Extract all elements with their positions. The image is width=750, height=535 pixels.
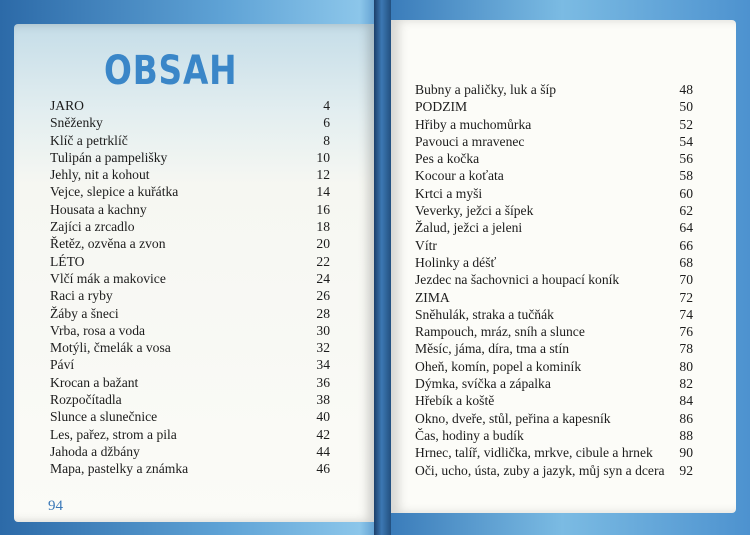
toc-entry [415, 82, 693, 99]
toc-entry [50, 98, 330, 115]
toc-entry-page: 70 [679, 272, 693, 288]
toc-entry-page: 24 [316, 270, 330, 286]
toc-entry-page: 4 [323, 98, 330, 113]
toc-entry-title: Vlčí mák a makovice [50, 270, 166, 286]
toc-entry-title: Okno, dveře, stůl, peřina a kapesník [415, 410, 611, 426]
toc-entry-title: LÉTO [50, 253, 85, 269]
toc-entry-page: 76 [679, 324, 693, 340]
toc-entry-title: Řetěz, ozvěna a zvon [50, 236, 166, 252]
toc-entry-page: 88 [679, 427, 693, 443]
toc-entry-title: Sněhulák, straka a tučňák [415, 306, 554, 322]
toc-entry-page: 36 [316, 374, 330, 390]
toc-entry-title: Dýmka, svíčka a zápalka [415, 376, 551, 392]
toc-entry [50, 306, 330, 323]
toc-entry-page: 56 [679, 151, 693, 167]
toc-entry-title: Les, pařez, strom a pila [50, 426, 177, 442]
toc-entry-page: 14 [316, 184, 330, 200]
toc-entry [415, 393, 693, 410]
toc-entry [50, 202, 330, 219]
toc-entry-title: Páví [50, 357, 75, 373]
toc-entry-title: Pes a kočka [415, 151, 480, 167]
toc-entry [50, 392, 330, 409]
toc-entry-title: Krocan a bažant [50, 374, 139, 390]
toc-entry-title: Jezdec na šachovnici a houpací koník [415, 272, 620, 288]
toc-entry [50, 184, 330, 201]
toc-entry [415, 134, 693, 151]
toc-entry [50, 115, 330, 132]
toc-entry-title: Pavouci a mravenec [415, 133, 525, 149]
toc-entry-title: Vejce, slepice a kuřátka [50, 184, 179, 200]
toc-entry-page: 40 [316, 409, 330, 425]
toc-entry-title: Krtci a myši [415, 185, 483, 201]
toc-entry-title: Zajíci a zrcadlo [50, 219, 135, 235]
toc-entry [415, 272, 693, 289]
toc-entry-page: 30 [316, 322, 330, 338]
toc-entry [50, 409, 330, 426]
toc-entry-title: Mapa, pastelky a známka [50, 461, 189, 477]
toc-entry-page: 12 [316, 167, 330, 183]
toc-entry-page: 6 [323, 115, 330, 131]
toc-entry-page: 42 [316, 426, 330, 442]
toc-entry [415, 99, 693, 116]
toc-entry-page: 32 [316, 340, 330, 356]
toc-entry [415, 168, 693, 185]
toc-entry [50, 288, 330, 305]
toc-entry-title: Hřiby a muchomůrka [415, 116, 532, 132]
toc-entry-page: 46 [316, 461, 330, 477]
toc-entry [415, 255, 693, 272]
book-gutter [374, 0, 391, 535]
toc-entry-page: 90 [679, 445, 693, 461]
toc-entry-title: Sněženky [50, 115, 103, 131]
toc-entry-page: 10 [316, 149, 330, 165]
toc-entry [415, 117, 693, 134]
toc-entry [415, 376, 693, 393]
toc-entry-title: Vrba, rosa a voda [50, 322, 146, 338]
toc-entry-title: Veverky, ježci a šípek [415, 203, 534, 219]
toc-entry-title: Kocour a koťata [415, 168, 504, 184]
toc-entry [50, 254, 330, 271]
toc-left-column [50, 98, 330, 479]
toc-entry-page: 72 [679, 289, 693, 305]
toc-entry [415, 411, 693, 428]
toc-entry-title: Klíč a petrklíč [50, 132, 128, 148]
toc-entry [415, 203, 693, 220]
toc-entry-page: 54 [679, 133, 693, 149]
toc-entry-title: Hřebík a koště [415, 393, 495, 409]
toc-entry [415, 186, 693, 203]
toc-entry [50, 323, 330, 340]
toc-entry-page: 52 [679, 116, 693, 132]
toc-entry-page: 50 [679, 99, 693, 115]
toc-entry-page: 16 [316, 201, 330, 217]
toc-entry-title: Raci a ryby [50, 288, 113, 304]
toc-entry [415, 307, 693, 324]
toc-entry-title: Rozpočítadla [50, 392, 122, 408]
toc-entry-page: 48 [679, 82, 693, 97]
toc-entry [415, 463, 693, 480]
toc-entry [50, 133, 330, 150]
toc-entry-page: 80 [679, 358, 693, 374]
toc-entry-page: 68 [679, 254, 693, 270]
toc-entry-title: Holinky a déšť [415, 254, 497, 270]
toc-entry-title: Jahoda a džbány [50, 443, 140, 459]
toc-entry [50, 427, 330, 444]
toc-entry-page: 28 [316, 305, 330, 321]
toc-entry-title: Hrnec, talíř, vidlička, mrkve, cibule a hrnek [415, 445, 653, 461]
toc-entry-title: Čas, hodiny a budík [415, 427, 524, 443]
toc-entry-page: 58 [679, 168, 693, 184]
toc-entry-title: Oči, ucho, ústa, zuby a jazyk, můj syn a dcera [415, 462, 665, 478]
toc-entry [50, 375, 330, 392]
toc-entry-page: 18 [316, 219, 330, 235]
toc-entry [415, 324, 693, 341]
toc-entry-page: 20 [316, 236, 330, 252]
toc-entry-page: 8 [323, 132, 330, 148]
toc-entry-page: 62 [679, 203, 693, 219]
toc-entry-title: JARO [50, 98, 84, 113]
toc-entry [50, 461, 330, 478]
toc-entry-page: 34 [316, 357, 330, 373]
toc-entry [415, 151, 693, 168]
toc-entry-page: 66 [679, 237, 693, 253]
toc-entry-title: Vítr [415, 237, 437, 253]
toc-entry [50, 357, 330, 374]
toc-entry [50, 219, 330, 236]
toc-entry [50, 340, 330, 357]
toc-entry [415, 428, 693, 445]
toc-entry [415, 220, 693, 237]
toc-entry-page: 60 [679, 185, 693, 201]
toc-entry-title: Měsíc, jáma, díra, tma a stín [415, 341, 570, 357]
toc-entry [415, 359, 693, 376]
toc-entry-title: Tulipán a pampelišky [50, 149, 168, 165]
toc-entry-title: Žalud, ježci a jeleni [415, 220, 523, 236]
toc-entry [415, 238, 693, 255]
toc-entry-page: 82 [679, 376, 693, 392]
toc-entry-title: Bubny a paličky, luk a šíp [415, 82, 557, 97]
toc-entry-page: 22 [316, 253, 330, 269]
toc-entry-title: Rampouch, mráz, sníh a slunce [415, 324, 585, 340]
toc-entry-page: 26 [316, 288, 330, 304]
toc-entry-page: 86 [679, 410, 693, 426]
toc-entry-page: 38 [316, 392, 330, 408]
toc-entry-title: PODZIM [415, 99, 468, 115]
toc-entry-title: Motýli, čmelák a vosa [50, 340, 171, 356]
toc-entry-title: Housata a kachny [50, 201, 147, 217]
toc-entry [50, 271, 330, 288]
toc-entry [415, 445, 693, 462]
toc-entry [415, 290, 693, 307]
toc-entry-page: 44 [316, 443, 330, 459]
toc-entry-title: Slunce a slunečnice [50, 409, 158, 425]
toc-entry [50, 150, 330, 167]
page-title: OBSAH [104, 48, 238, 94]
toc-entry-title: Oheň, komín, popel a kominík [415, 358, 582, 374]
toc-entry-page: 84 [679, 393, 693, 409]
toc-entry [50, 236, 330, 253]
toc-entry [50, 444, 330, 461]
toc-entry-title: Žáby a šneci [50, 305, 119, 321]
toc-entry-page: 64 [679, 220, 693, 236]
toc-entry-page: 74 [679, 306, 693, 322]
toc-right-column [415, 82, 693, 480]
toc-entry-page: 78 [679, 341, 693, 357]
toc-entry-page: 92 [679, 462, 693, 478]
page-number: 94 [48, 498, 63, 514]
toc-entry-title: Jehly, nit a kohout [50, 167, 150, 183]
toc-entry-title: ZIMA [415, 289, 450, 305]
toc-entry [415, 341, 693, 358]
toc-entry [50, 167, 330, 184]
